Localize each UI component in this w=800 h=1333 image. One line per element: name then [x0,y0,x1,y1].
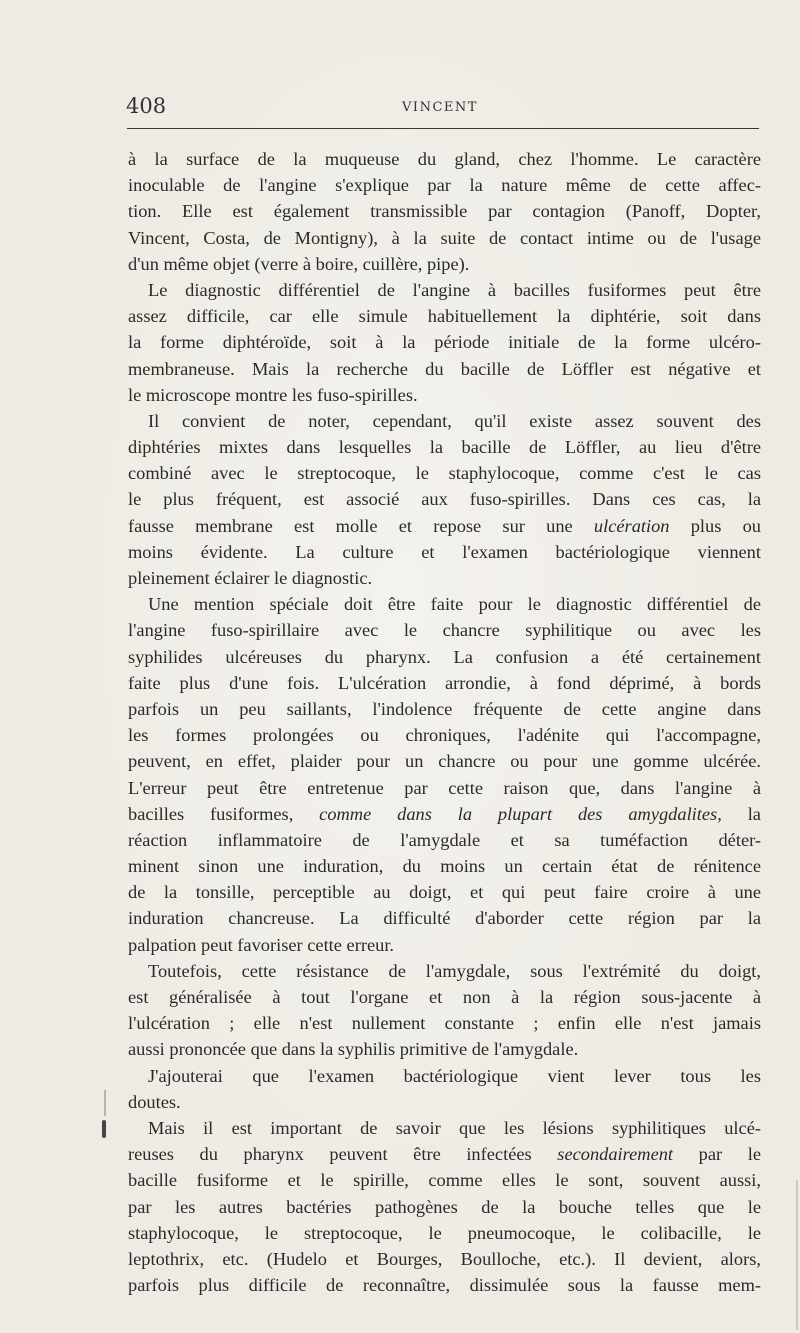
text-line: aussi prononcée que dans la syphilis primitive de l'amygdale. [128,1039,579,1060]
body-text [128,146,761,1298]
text-span: la [747,803,761,824]
text-line: assez difficile, car elle simule habituellement la diphtérie, soit dans [128,306,761,327]
text-line-with-italic [128,513,761,539]
text-line: staphylocoque, le streptocoque, le pneumocoque, le colibacille, le [128,1222,761,1243]
text-line: Vincent, Costa, de Montigny), à la suite de contact intime ou de l'usage [128,227,761,248]
text-line: le plus fréquent, est associé aux fuso-spirilles. Dans ces cas, la [128,489,761,510]
text-line: réaction inflammatoire de l'amygdale et sa tuméfaction déter- [128,829,761,850]
italic-phrase: comme dans la plupart des amygdalites, [319,803,722,824]
italic-term: ulcération [593,515,670,536]
text-line: minent sinon une induration, du moins un certain état de rénitence [128,856,761,877]
text-line: l'angine fuso-spirillaire avec le chancre syphilitique ou avec les [128,620,761,641]
text-line: leptothrix, etc. (Hudelo et Bourges, Boulloche, etc.). Il devient, alors, [128,1248,761,1269]
paragraph-start-line: Une mention spéciale doit être faite pour le diagnostic différentiel de [148,594,761,615]
text-span: reuses du pharynx peuvent être infectées [128,1144,532,1165]
text-line: les formes prolongées ou chroniques, l'adénite qui l'accompagne, [128,725,761,746]
text-line: de la tonsille, perceptible au doigt, et qui peut faire croire à une [128,882,761,903]
text-line: inoculable de l'angine s'explique par la nature même de cette affec- [128,175,761,196]
text-span: fausse membrane est molle et repose sur une [128,515,573,536]
text-span: par le [698,1144,761,1165]
text-line: la forme diphtéroïde, soit à la période initiale de la forme ulcéro- [128,332,761,353]
text-line: est généralisée à tout l'organe et non à la région sous-jacente à [128,987,761,1007]
text-line: doutes. [128,1091,181,1112]
text-line: par les autres bactéries pathogènes de la bouche telles que le [128,1196,761,1217]
paragraph-start-line: Toutefois, cette résistance de l'amygdale, sous l'extrémité du doigt, [148,960,761,981]
header-rule [127,128,759,129]
text-line: palpation peut favoriser cette erreur. [128,934,395,955]
text-span: bacilles fusiformes, [128,803,294,824]
text-line: tion. Elle est également transmissible par contagion (Panoff, Dopter, [128,201,761,222]
text-span: plus ou [690,515,761,536]
page-number: 408 [126,94,167,118]
text-line: faite plus d'une fois. L'ulcération arrondie, à fond déprimé, à bords [128,672,761,693]
running-head: VINCENT [402,100,478,115]
text-line: parfois plus difficile de reconnaître, dissimulée sous la fausse mem- [128,1275,761,1296]
page-edge-shadow [796,1180,798,1330]
paragraph-start-line: Il convient de noter, cependant, qu'il existe assez souvent des [148,410,761,431]
text-line: à la surface de la muqueuse du gland, chez l'homme. Le caractère [128,149,761,169]
text-line: L'erreur peut être entretenue par cette raison que, dans l'angine à [128,777,761,798]
text-line: diphtéries mixtes dans lesquelles la bacille de Löffler, au lieu d'être [128,437,761,458]
text-line: moins évidente. La culture et l'examen bactériologique viennent [128,541,761,562]
margin-ink-mark [102,1120,106,1138]
text-line: bacille fusiforme et le spirille, comme elles le sont, souvent aussi, [128,1170,761,1191]
text-line: induration chancreuse. La difficulté d'aborder cette région par la [128,908,761,929]
text-line: d'un même objet (verre à boire, cuillère, pipe). [128,253,470,274]
paragraph-start-line: J'ajouterai que l'examen bactériologique vient lever tous les [148,1065,761,1086]
paragraph-start-line: Mais il est important de savoir que les lésions syphilitiques ulcé- [148,1117,761,1138]
text-line-with-italic [128,801,761,827]
text-line: parfois un peu saillants, l'indolence fréquente de cette angine dans [128,698,761,719]
italic-term: secondairement [557,1144,674,1165]
text-line: membraneuse. Mais la recherche du bacille de Löffler est négative et [128,358,761,379]
text-line: peuvent, en effet, plaider pour un chancre ou pour une gomme ulcérée. [128,751,761,772]
text-line: l'ulcération ; elle n'est nullement constante ; enfin elle n'est jamais [128,1013,761,1034]
paragraph-start-line: Le diagnostic différentiel de l'angine à bacilles fusiformes peut être [148,279,761,300]
margin-pencil-mark [104,1090,106,1116]
text-line: syphilides ulcéreuses du pharynx. La confusion a été certainement [128,646,761,667]
text-line: le microscope montre les fuso-spirilles. [128,384,418,405]
text-line: pleinement éclairer le diagnostic. [128,568,373,588]
text-line: combiné avec le streptocoque, le staphylocoque, comme c'est le cas [128,463,761,484]
text-line-with-italic [128,1141,761,1167]
